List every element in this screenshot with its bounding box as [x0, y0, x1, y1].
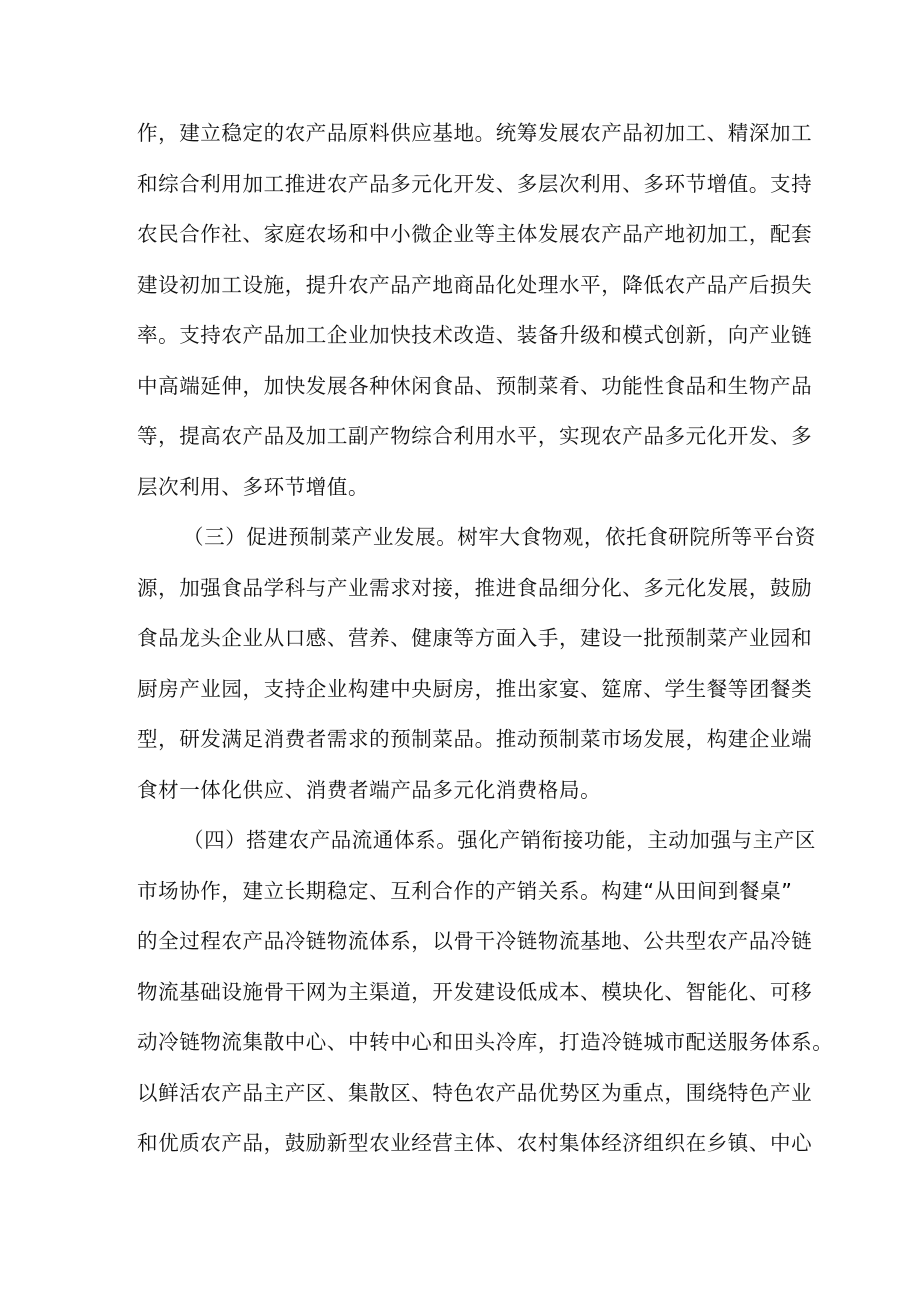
- document-body: [137, 112, 834, 1173]
- text-line: 厨房产业园，支持企业构建中央厨房，推出家宴、筵席、学生餐等团餐类: [137, 676, 813, 701]
- text-line: 等，提高农产品及加工副产物综合利用水平，实现农产品多元化开发、多: [137, 424, 813, 448]
- text-line: 中高端延伸，加快发展各种休闲食品、预制菜肴、功能性食品和生物产品: [137, 373, 813, 398]
- paragraph-processing: [137, 112, 813, 516]
- text-line: 源，加强食品学科与产业需求对接，推进食品细分化、多元化发展，鼓励: [137, 575, 813, 600]
- text-line: 建设初加工设施，提升农产品产地商品化处理水平，降低农产品产后损失: [137, 272, 813, 297]
- text-line: 率。支持农产品加工企业加快技术改造、装备升级和模式创新，向产业链: [137, 323, 813, 347]
- text-line: 和综合利用加工推进农产品多元化开发、多层次利用、多环节增值。支持: [137, 171, 813, 196]
- text-line: 层次利用、多环节增值。: [137, 474, 370, 499]
- text-line: 农民合作社、家庭农场和中小微企业等主体发展农产品产地初加工，配套: [137, 222, 813, 246]
- paragraph-prepared-food: [137, 516, 816, 819]
- text-line: 的全过程农产品冷链物流体系，以骨干冷链物流基地、公共型农产品冷链: [137, 929, 813, 953]
- text-line: 型，研发满足消费者需求的预制菜品。推动预制菜市场发展，构建企业端: [137, 727, 813, 751]
- text-line: 食品龙头企业从口感、营养、健康等方面入手，建设一批预制菜产业园和: [137, 626, 813, 650]
- text-line: （四）搭建农产品流通体系。强化产销衔接功能，主动加强与主产区: [183, 828, 816, 852]
- text-line: 动冷链物流集散中心、中转中心和田头冷库，打造冷链城市配送服务体系。: [137, 1030, 834, 1054]
- text-line: 食材一体化供应、消费者端产品多元化消费格局。: [137, 777, 602, 802]
- text-line: 市场协作，建立长期稳定、互利合作的产销关系。构建“从田间到餐桌”: [137, 878, 793, 903]
- paragraph-distribution: [137, 819, 834, 1173]
- text-line: 作，建立稳定的农产品原料供应基地。统筹发展农产品初加工、精深加工: [137, 121, 813, 145]
- text-line: （三）促进预制菜产业发展。树牢大食物观，依托食研院所等平台资: [183, 525, 816, 549]
- text-line: 物流基础设施骨干网为主渠道，开发建设低成本、模块化、智能化、可移: [137, 979, 813, 1004]
- text-line: 和优质农产品，鼓励新型农业经营主体、农村集体经济组织在乡镇、中心: [137, 1131, 813, 1155]
- text-line: 以鲜活农产品主产区、集散区、特色农产品优势区为重点，围绕特色产业: [137, 1080, 813, 1105]
